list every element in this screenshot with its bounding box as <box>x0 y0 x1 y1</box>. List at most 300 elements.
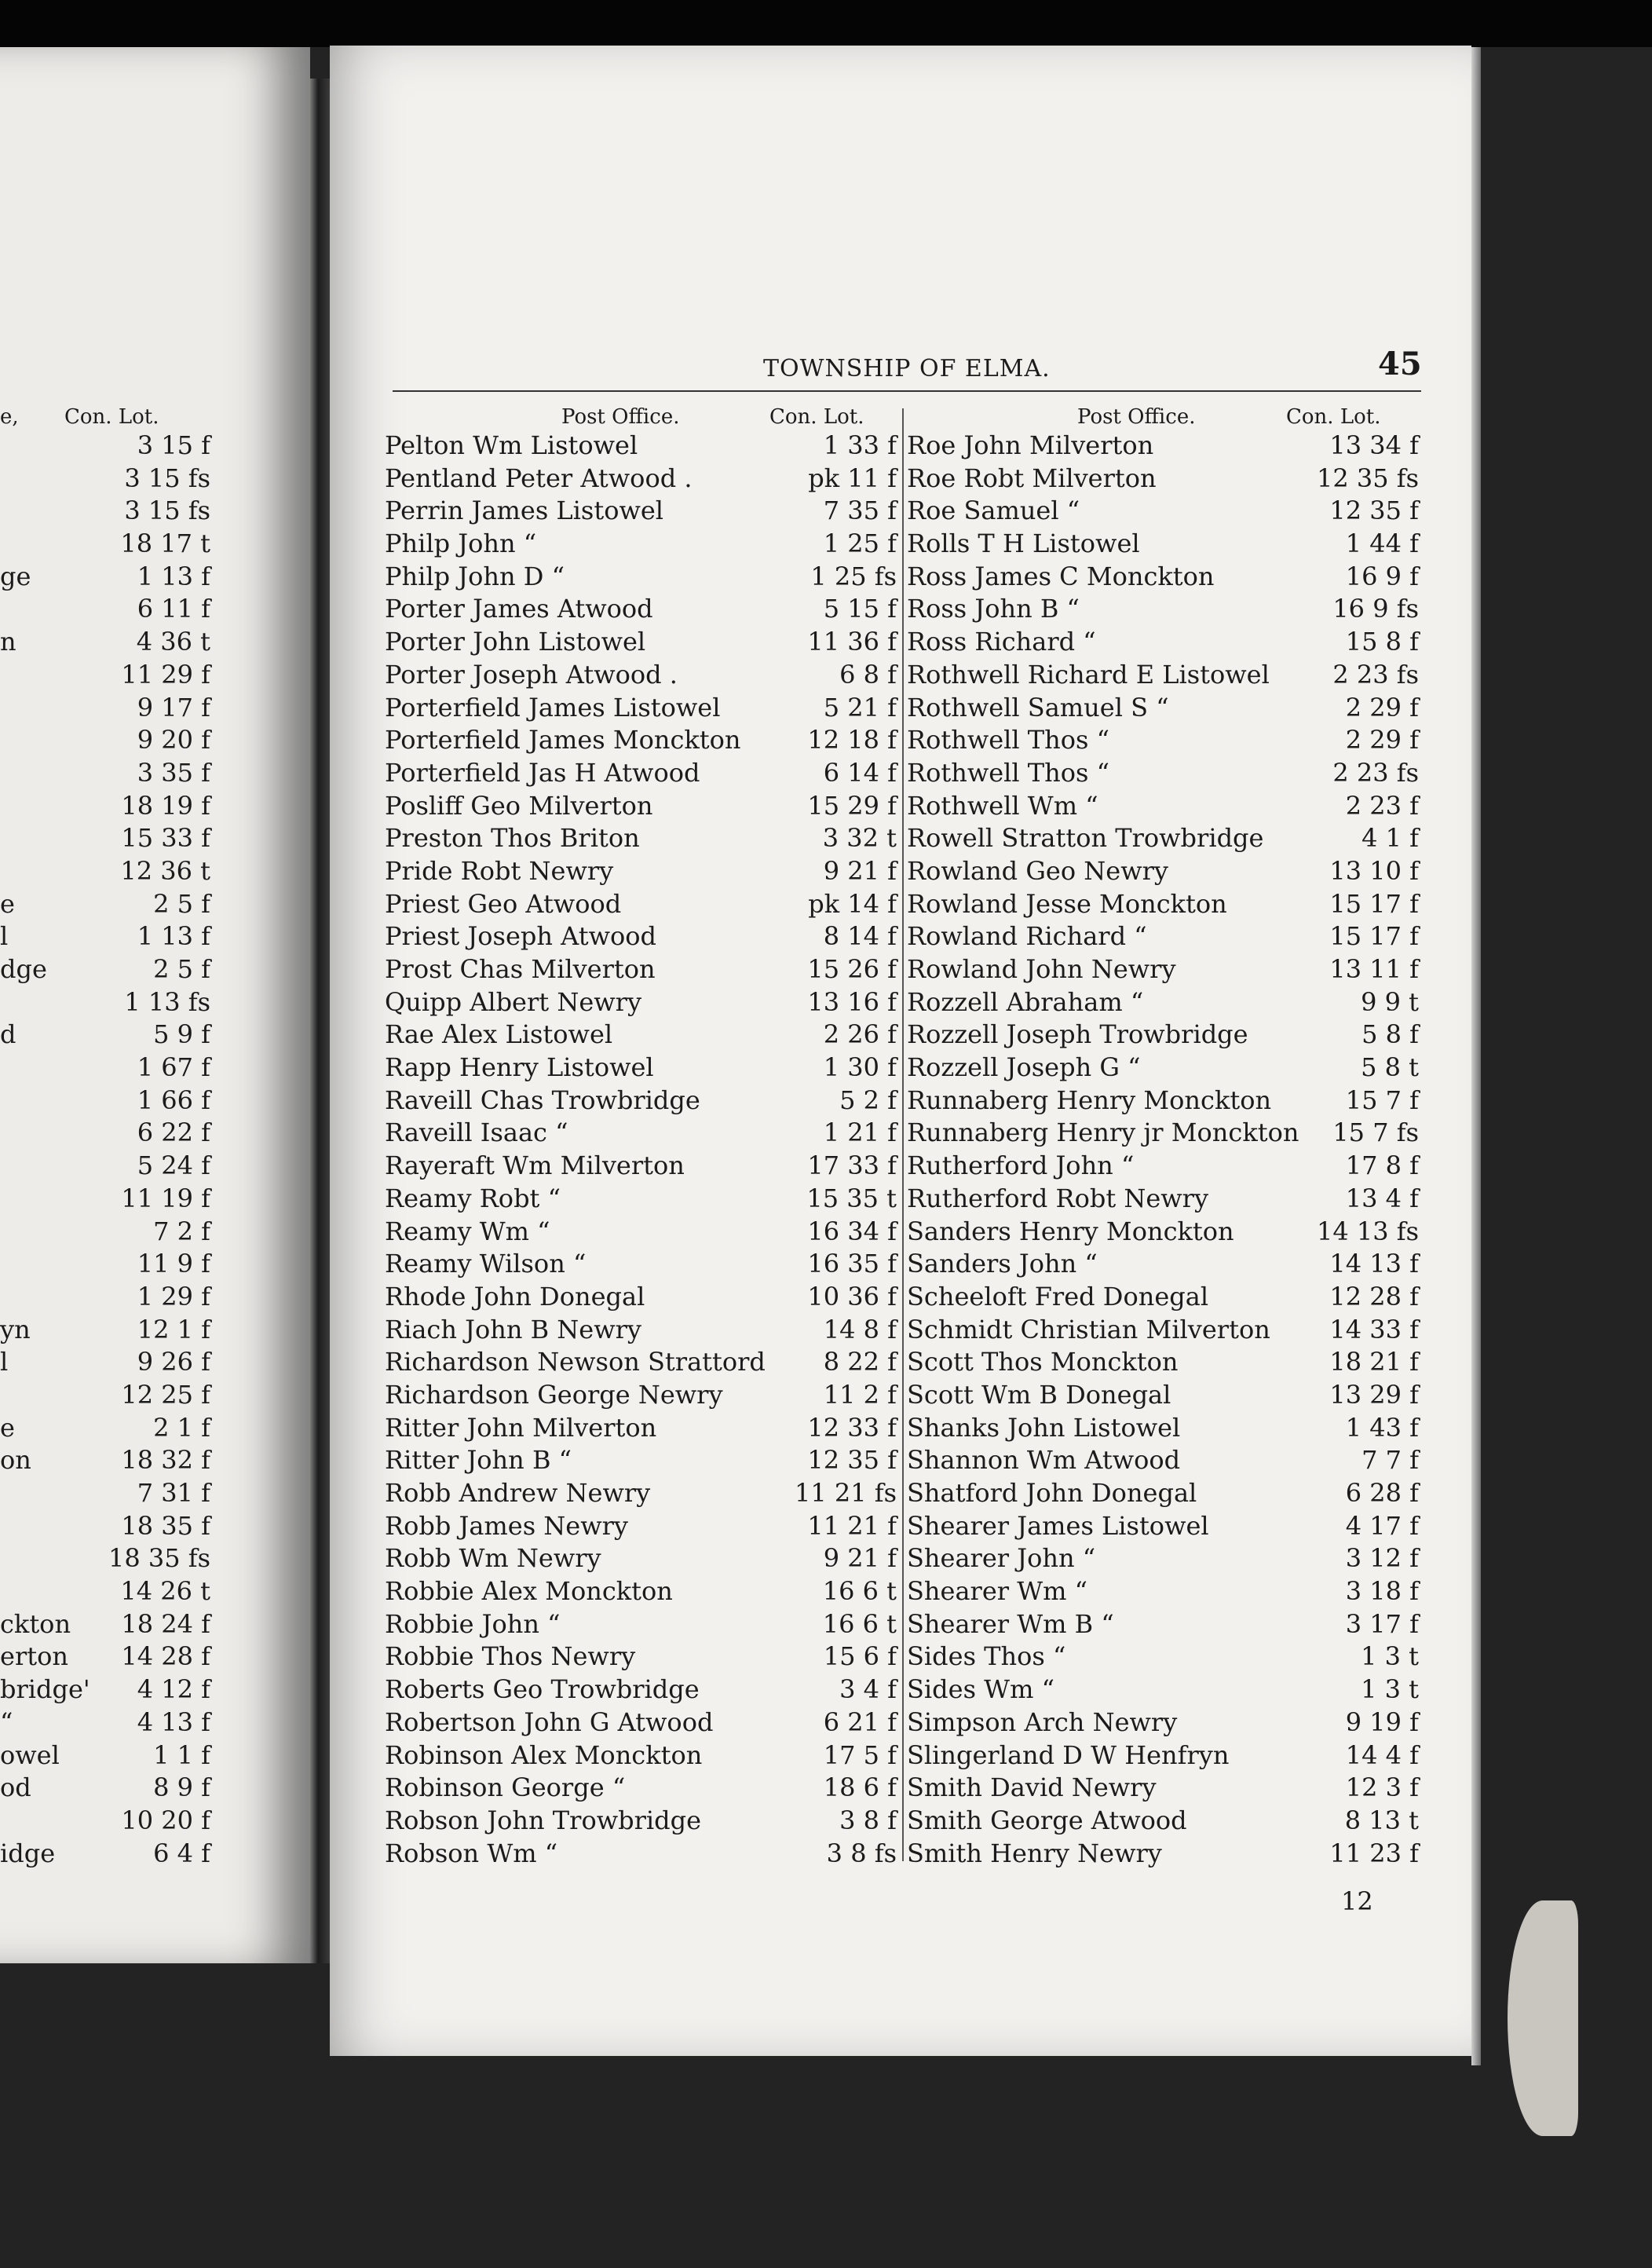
entry-name: Rothwell Richard E Listowel <box>907 659 1270 690</box>
entry-row <box>0 1476 210 1509</box>
entry-row <box>0 592 210 625</box>
entry-row <box>385 986 897 1019</box>
entry-name: ge <box>0 561 31 591</box>
entry-con-lot: 16 9 f <box>1345 561 1419 591</box>
entry-name: Posliff Geo Milverton <box>385 790 653 821</box>
entry-con-lot: 8 22 f <box>823 1347 897 1377</box>
entry-name: Sides Wm “ <box>907 1674 1054 1705</box>
entry-row <box>0 1313 210 1346</box>
entry-row <box>0 1542 210 1575</box>
entry-con-lot: 15 7 f <box>1345 1085 1419 1115</box>
entry-con-lot: 6 21 f <box>823 1706 897 1737</box>
left-column-post-office-header: Post Office. <box>561 405 680 429</box>
book-gutter <box>310 79 330 1963</box>
entry-con-lot: 17 5 f <box>823 1739 897 1770</box>
entry-con-lot: 11 2 f <box>823 1379 897 1410</box>
entry-con-lot: 10 36 f <box>807 1281 897 1311</box>
entry-con-lot: 1 13 f <box>137 921 210 952</box>
right-column-entries <box>907 429 1419 1869</box>
entry-row <box>385 1804 897 1837</box>
entry-con-lot: 1 13 f <box>137 561 210 591</box>
entry-row <box>385 1018 897 1051</box>
entry-con-lot: 5 24 f <box>137 1150 210 1181</box>
entry-row <box>0 920 210 953</box>
entry-row <box>385 1149 897 1182</box>
entry-con-lot: pk 14 f <box>808 888 897 919</box>
entry-name: bridge' <box>0 1674 90 1705</box>
entry-con-lot: 16 35 f <box>807 1249 897 1279</box>
entry-row <box>907 1804 1419 1837</box>
signature-mark: 12 <box>1341 1886 1373 1916</box>
entry-con-lot: 1 29 f <box>137 1281 210 1311</box>
entry-row <box>0 1215 210 1248</box>
entry-row <box>907 1345 1419 1378</box>
entry-name: Philp John “ <box>385 529 537 559</box>
entry-row <box>907 1739 1419 1772</box>
entry-row <box>907 1771 1419 1804</box>
entry-row <box>907 1149 1419 1182</box>
entry-row <box>907 527 1419 560</box>
entry-name: Robb James Newry <box>385 1510 628 1541</box>
entry-con-lot: 7 35 f <box>823 496 897 526</box>
page-curl <box>1508 1900 1578 2136</box>
entry-name: Robbie Alex Monckton <box>385 1576 673 1607</box>
entry-name: Rapp Henry Listowel <box>385 1052 654 1083</box>
entry-name: Porterfield James Monckton <box>385 725 741 755</box>
entry-name: Raveill Isaac “ <box>385 1118 568 1148</box>
entry-con-lot: 15 35 t <box>806 1183 897 1213</box>
entry-row <box>0 1084 210 1117</box>
entry-con-lot: 15 6 f <box>823 1641 897 1672</box>
entry-name: Pelton Wm Listowel <box>385 430 638 460</box>
entry-row <box>0 887 210 920</box>
entry-name: Smith David Newry <box>907 1772 1157 1803</box>
entry-con-lot: 1 3 t <box>1361 1674 1419 1705</box>
entry-con-lot: 1 43 f <box>1345 1412 1419 1443</box>
entry-row <box>385 1640 897 1673</box>
entry-name: Robson Wm “ <box>385 1838 558 1868</box>
entry-name: Priest Geo Atwood <box>385 888 622 919</box>
right-column-post-office-header: Post Office. <box>1077 405 1196 429</box>
entry-con-lot: 7 7 f <box>1361 1445 1419 1476</box>
entry-con-lot: 6 22 f <box>137 1118 210 1148</box>
entry-row <box>0 1575 210 1608</box>
entry-row <box>385 592 897 625</box>
entry-con-lot: 8 13 t <box>1344 1805 1419 1835</box>
entry-name: Porter Joseph Atwood . <box>385 659 678 690</box>
entry-row <box>385 1443 897 1476</box>
entry-row <box>907 1378 1419 1411</box>
entry-con-lot: 6 14 f <box>823 757 897 788</box>
entry-row <box>385 691 897 724</box>
entry-name: Shearer Wm B “ <box>907 1608 1114 1639</box>
entry-name: Porterfield Jas H Atwood <box>385 757 700 788</box>
entry-con-lot: 9 26 f <box>137 1347 210 1377</box>
entry-con-lot: 3 17 f <box>1345 1608 1419 1639</box>
entry-con-lot: 1 44 f <box>1345 529 1419 559</box>
entry-row <box>385 429 897 462</box>
entry-name: Ritter John B “ <box>385 1445 572 1476</box>
entry-row <box>385 1739 897 1772</box>
header-rule <box>393 390 1421 392</box>
entry-con-lot: 12 18 f <box>807 725 897 755</box>
entry-name: Rae Alex Listowel <box>385 1019 613 1050</box>
entry-con-lot: 12 1 f <box>137 1314 210 1344</box>
entry-con-lot: 11 36 f <box>807 627 897 657</box>
entry-con-lot: 3 8 f <box>839 1805 897 1835</box>
entry-row <box>0 691 210 724</box>
entry-con-lot: 2 26 f <box>823 1019 897 1050</box>
entry-name: Shanks John Listowel <box>907 1412 1181 1443</box>
entry-con-lot: 5 8 t <box>1361 1052 1419 1083</box>
entry-row <box>907 1084 1419 1117</box>
entry-con-lot: 2 23 fs <box>1332 659 1419 690</box>
entry-con-lot: 14 26 t <box>120 1576 210 1607</box>
entry-row <box>385 920 897 953</box>
entry-con-lot: 13 11 f <box>1329 954 1419 984</box>
entry-name: Rolls T H Listowel <box>907 529 1140 559</box>
entry-name: Simpson Arch Newry <box>907 1706 1178 1737</box>
entry-name: Philp John D “ <box>385 561 565 591</box>
entry-con-lot: 16 9 fs <box>1332 594 1419 624</box>
entry-row <box>385 1476 897 1509</box>
entry-name: Richardson George Newry <box>385 1379 723 1410</box>
left-page-con-lot-header: Con. Lot. <box>64 405 159 429</box>
entry-name: Reamy Wilson “ <box>385 1249 587 1279</box>
entry-row <box>907 691 1419 724</box>
entry-con-lot: 9 9 t <box>1361 986 1419 1017</box>
entry-con-lot: 6 8 f <box>839 659 897 690</box>
entry-row <box>385 789 897 822</box>
entry-row <box>0 527 210 560</box>
entry-con-lot: 2 23 f <box>1345 790 1419 821</box>
entry-con-lot: 2 1 f <box>153 1412 210 1443</box>
entry-name: d <box>0 1019 16 1050</box>
entry-con-lot: 10 20 f <box>121 1805 210 1835</box>
entry-con-lot: 1 3 t <box>1361 1641 1419 1672</box>
entry-con-lot: 2 23 fs <box>1332 757 1419 788</box>
entry-con-lot: 18 32 f <box>121 1445 210 1476</box>
entry-row <box>0 789 210 822</box>
entry-row <box>0 429 210 462</box>
entry-con-lot: 12 25 f <box>121 1379 210 1410</box>
entry-row <box>0 1247 210 1280</box>
entry-row <box>907 1509 1419 1542</box>
entry-name: owel <box>0 1739 60 1770</box>
entry-name: Rutherford Robt Newry <box>907 1183 1209 1213</box>
entry-con-lot: 6 28 f <box>1345 1478 1419 1508</box>
entry-con-lot: 15 8 f <box>1345 627 1419 657</box>
entry-con-lot: 15 26 f <box>807 954 897 984</box>
entry-row <box>385 1313 897 1346</box>
entry-row <box>385 1411 897 1444</box>
entry-name: Rothwell Thos “ <box>907 725 1109 755</box>
entry-con-lot: 15 33 f <box>121 823 210 854</box>
entry-name: Shatford John Donegal <box>907 1478 1197 1508</box>
entry-row <box>385 1673 897 1706</box>
entry-name: Ross James C Monckton <box>907 561 1215 591</box>
entry-name: erton <box>0 1641 68 1672</box>
entry-name: Pentland Peter Atwood . <box>385 463 693 493</box>
entry-name: Rhode John Donegal <box>385 1281 645 1311</box>
entry-name: Rowell Stratton Trowbridge <box>907 823 1264 854</box>
entry-row <box>907 756 1419 789</box>
entry-name: Rothwell Thos “ <box>907 757 1109 788</box>
entry-row <box>907 887 1419 920</box>
entry-row <box>0 723 210 756</box>
entry-con-lot: 3 15 f <box>137 430 210 460</box>
entry-con-lot: 12 35 f <box>1329 496 1419 526</box>
entry-row <box>385 1215 897 1248</box>
entry-con-lot: 18 35 fs <box>108 1543 210 1574</box>
entry-con-lot: 13 16 f <box>807 986 897 1017</box>
entry-name: Rozzell Abraham “ <box>907 986 1144 1017</box>
entry-row <box>0 1378 210 1411</box>
entry-con-lot: 18 6 f <box>823 1772 897 1803</box>
left-column-con-lot-header: Con. Lot. <box>769 405 864 429</box>
entry-name: Pride Robt Newry <box>385 855 614 886</box>
left-column-entries <box>385 429 897 1869</box>
entry-con-lot: 14 33 f <box>1329 1314 1419 1344</box>
entry-row <box>907 723 1419 756</box>
entry-name: Shearer John “ <box>907 1543 1096 1574</box>
entry-row <box>907 1575 1419 1608</box>
entry-name: Roe John Milverton <box>907 430 1154 460</box>
entry-row <box>907 1608 1419 1641</box>
entry-name: Schmidt Christian Milverton <box>907 1314 1270 1344</box>
entry-name: Shearer Wm “ <box>907 1576 1088 1607</box>
entry-row <box>0 625 210 658</box>
entry-con-lot: 5 21 f <box>823 692 897 722</box>
entry-name: “ <box>0 1706 13 1737</box>
entry-name: idge <box>0 1838 56 1868</box>
entry-con-lot: 11 23 f <box>1329 1838 1419 1868</box>
entry-name: Riach John B Newry <box>385 1314 641 1344</box>
entry-name: e <box>0 1412 15 1443</box>
entry-row <box>907 854 1419 887</box>
entry-con-lot: 3 15 fs <box>124 496 210 526</box>
entry-row <box>907 1116 1419 1149</box>
entry-row <box>907 560 1419 593</box>
entry-row <box>907 1837 1419 1870</box>
entry-con-lot: 15 17 f <box>1329 888 1419 919</box>
entry-row <box>385 723 897 756</box>
entry-row <box>907 1018 1419 1051</box>
entry-row <box>907 494 1419 527</box>
entry-row <box>907 1542 1419 1575</box>
scan-top-border <box>0 0 1652 47</box>
right-column-con-lot-header: Con. Lot. <box>1286 405 1381 429</box>
entry-name: Roberts Geo Trowbridge <box>385 1674 700 1705</box>
entry-name: Prost Chas Milverton <box>385 954 656 984</box>
entry-con-lot: 18 19 f <box>121 790 210 821</box>
entry-row <box>0 1149 210 1182</box>
entry-con-lot: 7 2 f <box>153 1216 210 1246</box>
entry-name: Porter John Listowel <box>385 627 646 657</box>
entry-row <box>0 1051 210 1084</box>
entry-con-lot: 18 17 t <box>120 529 210 559</box>
entry-row <box>0 953 210 986</box>
entry-con-lot: 12 3 f <box>1345 1772 1419 1803</box>
entry-name: Robinson Alex Monckton <box>385 1739 703 1770</box>
entry-name: Robson John Trowbridge <box>385 1805 702 1835</box>
entry-row <box>907 789 1419 822</box>
entry-con-lot: 9 21 f <box>823 855 897 886</box>
entry-row <box>385 1280 897 1313</box>
entry-con-lot: 13 4 f <box>1345 1183 1419 1213</box>
entry-name: Robb Andrew Newry <box>385 1478 651 1508</box>
entry-con-lot: 12 33 f <box>807 1412 897 1443</box>
entry-row <box>907 1051 1419 1084</box>
entry-name: Robertson John G Atwood <box>385 1706 714 1737</box>
entry-name: Robinson George “ <box>385 1772 626 1803</box>
entry-con-lot: 2 5 f <box>153 954 210 984</box>
entry-con-lot: 15 29 f <box>807 790 897 821</box>
entry-con-lot: 11 9 f <box>137 1249 210 1279</box>
entry-row <box>385 658 897 691</box>
entry-con-lot: 2 29 f <box>1345 725 1419 755</box>
entry-row <box>0 756 210 789</box>
entry-con-lot: 9 17 f <box>137 692 210 722</box>
entry-name: Rowland John Newry <box>907 954 1176 984</box>
entry-row <box>385 1837 897 1870</box>
entry-con-lot: 12 36 t <box>120 855 210 886</box>
entry-row <box>0 494 210 527</box>
entry-row <box>385 1182 897 1215</box>
entry-con-lot: 15 7 fs <box>1332 1118 1419 1148</box>
entry-row <box>385 494 897 527</box>
entry-row <box>907 1411 1419 1444</box>
page-number: 45 <box>1378 346 1422 382</box>
entry-row <box>385 1378 897 1411</box>
entry-row <box>907 1476 1419 1509</box>
entry-name: Smith George Atwood <box>907 1805 1187 1835</box>
entry-con-lot: 14 13 fs <box>1316 1216 1419 1246</box>
entry-con-lot: 18 21 f <box>1329 1347 1419 1377</box>
entry-name: Rothwell Wm “ <box>907 790 1098 821</box>
entry-row <box>0 986 210 1019</box>
entry-row <box>0 1182 210 1215</box>
entry-con-lot: 9 21 f <box>823 1543 897 1574</box>
entry-name: Rowland Richard “ <box>907 921 1147 952</box>
entry-con-lot: 18 35 f <box>121 1510 210 1541</box>
left-page-entries <box>0 429 210 1869</box>
entry-row <box>385 527 897 560</box>
entry-row <box>385 462 897 495</box>
entry-con-lot: 11 19 f <box>121 1183 210 1213</box>
entry-name: Shannon Wm Atwood <box>907 1445 1181 1476</box>
entry-con-lot: 8 14 f <box>823 921 897 952</box>
entry-con-lot: 3 15 fs <box>124 463 210 493</box>
entry-row <box>0 821 210 854</box>
entry-row <box>907 429 1419 462</box>
entry-name: Roe Samuel “ <box>907 496 1080 526</box>
entry-row <box>0 1706 210 1739</box>
entry-con-lot: 12 35 fs <box>1316 463 1419 493</box>
entry-row <box>907 953 1419 986</box>
entry-con-lot: 4 13 f <box>137 1706 210 1737</box>
entry-row <box>907 821 1419 854</box>
entry-row <box>0 1771 210 1804</box>
entry-con-lot: 5 15 f <box>823 594 897 624</box>
entry-row <box>907 1313 1419 1346</box>
entry-name: Rozzell Joseph G “ <box>907 1052 1141 1083</box>
entry-con-lot: 11 29 f <box>121 659 210 690</box>
entry-name: Robbie John “ <box>385 1608 561 1639</box>
entry-con-lot: 4 12 f <box>137 1674 210 1705</box>
entry-name: Roe Robt Milverton <box>907 463 1157 493</box>
entry-row <box>0 462 210 495</box>
entry-con-lot: 4 36 t <box>136 627 210 657</box>
entry-row <box>385 1509 897 1542</box>
entry-name: Runnaberg Henry Monckton <box>907 1085 1272 1115</box>
entry-con-lot: 1 33 f <box>823 430 897 460</box>
entry-con-lot: 3 12 f <box>1345 1543 1419 1574</box>
entry-row <box>385 821 897 854</box>
entry-name: Ross John B “ <box>907 594 1080 624</box>
entry-row <box>0 1804 210 1837</box>
entry-row <box>385 625 897 658</box>
entry-con-lot: 16 6 t <box>822 1576 897 1607</box>
entry-row <box>0 1411 210 1444</box>
entry-con-lot: 16 6 t <box>822 1608 897 1639</box>
entry-name: Rowland Jesse Monckton <box>907 888 1227 919</box>
entry-row <box>0 1837 210 1870</box>
entry-name: Rozzell Joseph Trowbridge <box>907 1019 1248 1050</box>
entry-name: Scott Wm B Donegal <box>907 1379 1171 1410</box>
entry-name: yn <box>0 1314 31 1344</box>
entry-row <box>0 1739 210 1772</box>
entry-row <box>907 1247 1419 1280</box>
entry-con-lot: 2 29 f <box>1345 692 1419 722</box>
entry-con-lot: 14 13 f <box>1329 1249 1419 1279</box>
entry-name: Slingerland D W Henfryn <box>907 1739 1230 1770</box>
entry-row <box>907 658 1419 691</box>
entry-row <box>0 658 210 691</box>
entry-row <box>0 1640 210 1673</box>
entry-name: e <box>0 888 15 919</box>
entry-name: Rowland Geo Newry <box>907 855 1168 886</box>
entry-con-lot: 1 30 f <box>823 1052 897 1083</box>
entry-row <box>907 920 1419 953</box>
entry-name: dge <box>0 954 47 984</box>
entry-con-lot: 8 9 f <box>153 1772 210 1803</box>
entry-name: Scheeloft Fred Donegal <box>907 1281 1209 1311</box>
entry-row <box>385 1051 897 1084</box>
entry-row <box>0 1673 210 1706</box>
entry-con-lot: 2 5 f <box>153 888 210 919</box>
entry-row <box>907 592 1419 625</box>
entry-name: Rutherford John “ <box>907 1150 1135 1181</box>
running-head: TOWNSHIP OF ELMA. <box>763 355 1051 382</box>
entry-con-lot: 4 17 f <box>1345 1510 1419 1541</box>
entry-con-lot: 3 32 t <box>822 823 897 854</box>
entry-name: Reamy Wm “ <box>385 1216 550 1246</box>
entry-name: l <box>0 1347 9 1377</box>
entry-name: Robb Wm Newry <box>385 1543 601 1574</box>
entry-row <box>385 1608 897 1641</box>
entry-name: Quipp Albert Newry <box>385 986 642 1017</box>
entry-con-lot: 1 13 fs <box>124 986 210 1017</box>
entry-row <box>385 854 897 887</box>
entry-con-lot: 17 8 f <box>1345 1150 1419 1181</box>
entry-name: Sides Thos “ <box>907 1641 1066 1672</box>
entry-con-lot: 4 1 f <box>1361 823 1419 854</box>
entry-row <box>385 756 897 789</box>
entry-row <box>0 1443 210 1476</box>
entry-con-lot: 3 35 f <box>137 757 210 788</box>
entry-con-lot: 11 21 f <box>807 1510 897 1541</box>
